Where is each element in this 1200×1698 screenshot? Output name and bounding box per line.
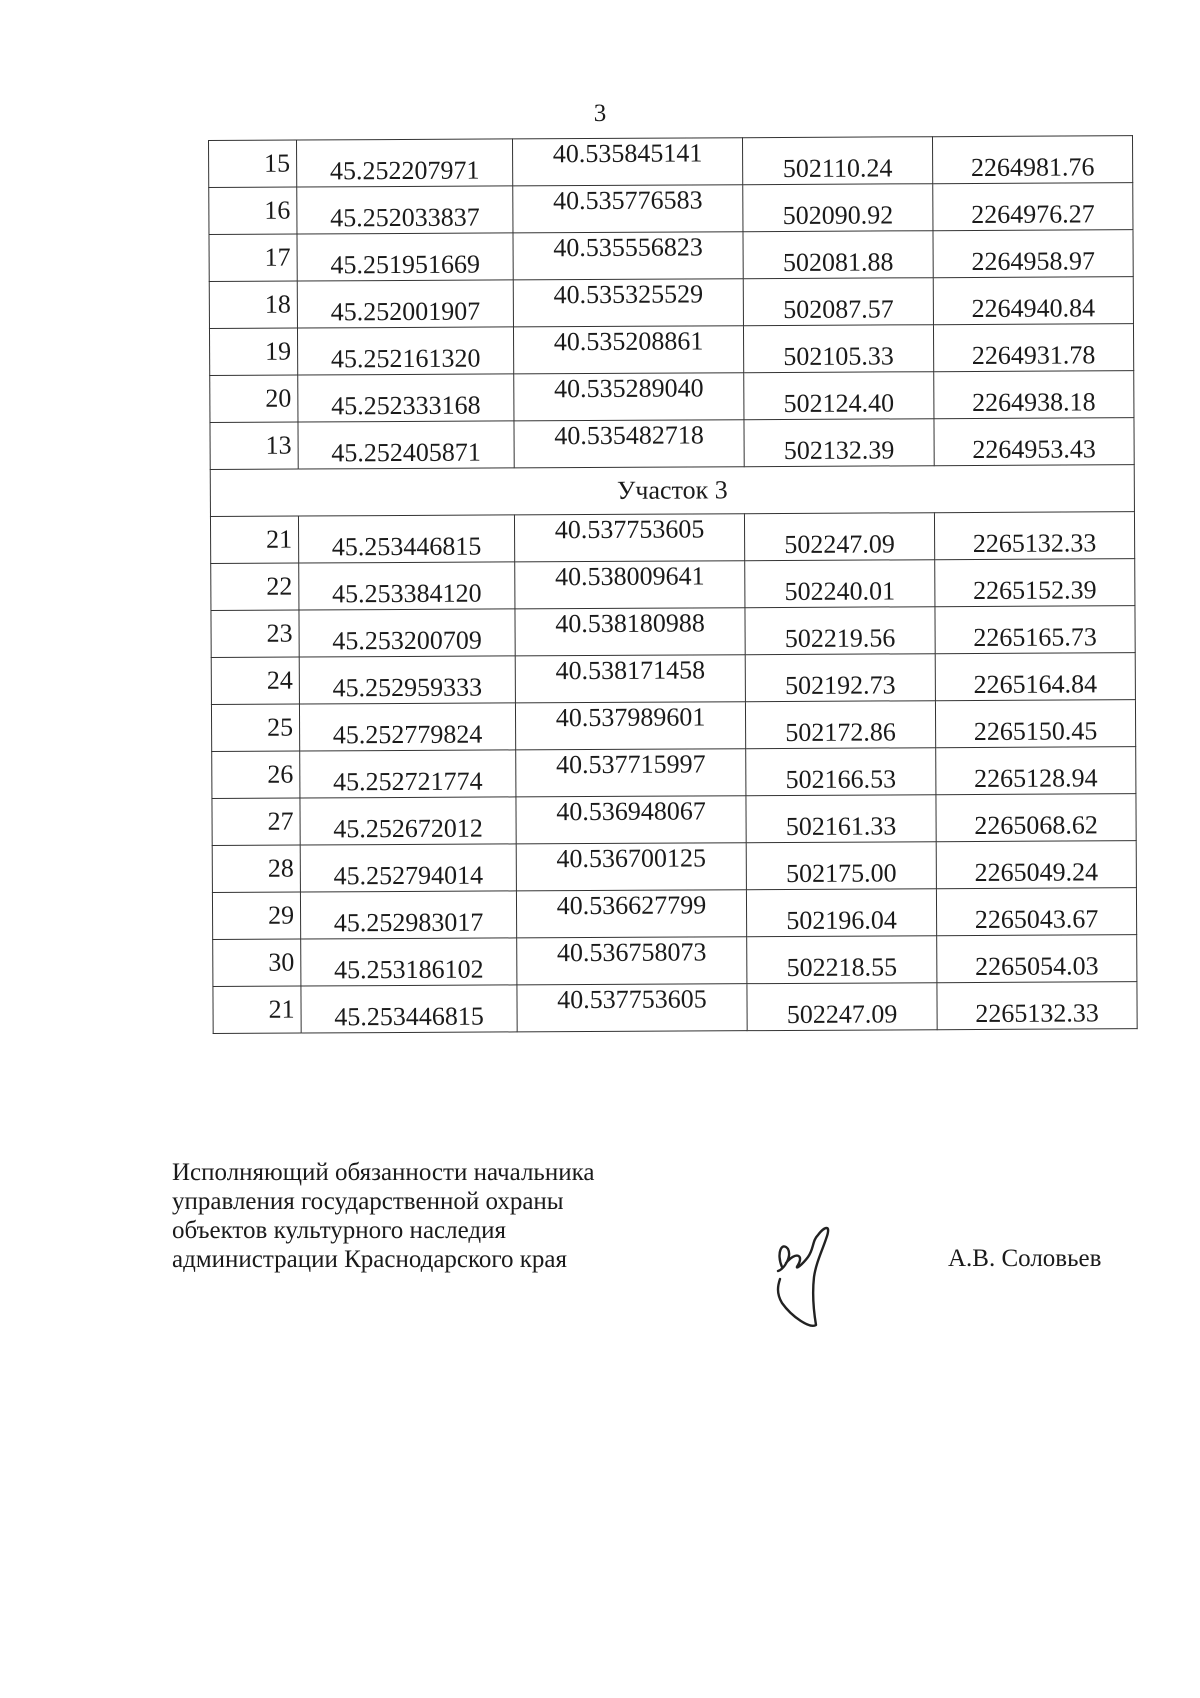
y-coordinate-cell: 2264981.76	[932, 136, 1132, 184]
point-number-cell: 20	[210, 375, 298, 422]
table-row	[210, 371, 1134, 423]
point-number-cell: 23	[211, 610, 299, 657]
y-coordinate-cell: 2265164.84	[935, 653, 1135, 701]
y-coordinate-cell: 2264938.18	[934, 371, 1134, 419]
longitude-cell: 40.536948067	[516, 796, 746, 844]
table-row	[211, 700, 1135, 752]
x-coordinate-cell: 502175.00	[746, 842, 936, 890]
table-row	[209, 230, 1133, 282]
latitude-cell: 45.252405871	[298, 421, 514, 469]
x-coordinate-cell: 502196.04	[746, 889, 936, 937]
table-row	[210, 512, 1134, 564]
latitude-cell: 45.253384120	[299, 562, 515, 610]
y-coordinate-cell: 2265128.94	[936, 747, 1136, 795]
latitude-cell: 45.251951669	[297, 233, 513, 281]
point-number-cell: 13	[210, 422, 298, 469]
longitude-cell: 40.537753605	[517, 984, 747, 1032]
y-coordinate-cell: 2265165.73	[935, 606, 1135, 654]
table-row	[210, 418, 1134, 470]
x-coordinate-cell: 502090.92	[743, 184, 933, 232]
longitude-cell: 40.536627799	[516, 890, 746, 938]
table-row	[213, 935, 1137, 987]
table-row	[209, 277, 1133, 329]
point-number-cell: 18	[209, 281, 297, 328]
latitude-cell: 45.252721774	[300, 750, 516, 798]
latitude-cell: 45.253186102	[301, 938, 517, 986]
longitude-cell: 40.537753605	[514, 514, 744, 562]
latitude-cell: 45.252794014	[300, 844, 516, 892]
signer-position	[172, 1158, 594, 1274]
longitude-cell: 40.535845141	[512, 138, 742, 186]
point-number-cell: 21	[213, 986, 301, 1033]
y-coordinate-cell: 2265132.33	[937, 982, 1137, 1030]
table-row	[211, 606, 1135, 658]
point-number-cell: 26	[212, 751, 300, 798]
point-number-cell: 28	[212, 845, 300, 892]
x-coordinate-cell: 502218.55	[747, 936, 937, 984]
y-coordinate-cell: 2264931.78	[933, 324, 1133, 372]
latitude-cell: 45.252959333	[299, 656, 515, 704]
page-number: 3	[593, 100, 607, 127]
y-coordinate-cell: 2265049.24	[936, 841, 1136, 889]
table-row	[209, 324, 1133, 376]
table-row	[212, 747, 1136, 799]
longitude-cell: 40.535776583	[513, 185, 743, 233]
signer-position-line: администрации Краснодарского края	[172, 1246, 568, 1273]
x-coordinate-cell: 502240.01	[745, 560, 935, 608]
latitude-cell: 45.252333168	[298, 374, 514, 422]
latitude-cell: 45.253200709	[299, 609, 515, 657]
point-number-cell: 16	[209, 187, 297, 234]
longitude-cell: 40.535289040	[514, 373, 744, 421]
longitude-cell: 40.535482718	[514, 420, 744, 468]
longitude-cell: 40.536700125	[516, 843, 746, 891]
y-coordinate-cell: 2265132.33	[934, 512, 1134, 560]
x-coordinate-cell: 502161.33	[746, 795, 936, 843]
longitude-cell: 40.535556823	[513, 232, 743, 280]
x-coordinate-cell: 502132.39	[744, 419, 934, 467]
signer-position-line: объектов культурного наследия	[172, 1217, 506, 1244]
y-coordinate-cell: 2264976.27	[933, 183, 1133, 231]
latitude-cell: 45.253446815	[298, 515, 514, 563]
x-coordinate-cell: 502110.24	[742, 137, 932, 185]
table-row	[211, 559, 1135, 611]
section-label: Участок 3	[210, 465, 1134, 517]
point-number-cell: 29	[212, 892, 300, 939]
latitude-cell: 45.252001907	[297, 280, 513, 328]
y-coordinate-cell: 2265043.67	[936, 888, 1136, 936]
longitude-cell: 40.538180988	[515, 608, 745, 656]
table-row	[212, 841, 1136, 893]
table-row	[211, 653, 1135, 705]
longitude-cell: 40.535325529	[513, 279, 743, 327]
latitude-cell: 45.252983017	[300, 891, 516, 939]
latitude-cell: 45.252779824	[299, 703, 515, 751]
table-row	[213, 982, 1137, 1034]
point-number-cell: 15	[209, 140, 297, 187]
x-coordinate-cell: 502087.57	[743, 278, 933, 326]
point-number-cell: 24	[211, 657, 299, 704]
latitude-cell: 45.253446815	[301, 985, 517, 1033]
y-coordinate-cell: 2265152.39	[935, 559, 1135, 607]
point-number-cell: 22	[211, 563, 299, 610]
table-body-part-a	[209, 136, 1135, 470]
point-number-cell: 21	[210, 516, 298, 563]
signer-position-line: управления государственной охраны	[172, 1188, 564, 1215]
longitude-cell: 40.535208861	[513, 326, 743, 374]
y-coordinate-cell: 2264940.84	[933, 277, 1133, 325]
table-row	[212, 888, 1136, 940]
latitude-cell: 45.252672012	[300, 797, 516, 845]
y-coordinate-cell: 2265150.45	[935, 700, 1135, 748]
signer-name: А.В. Соловьев	[948, 1245, 1102, 1272]
point-number-cell: 25	[211, 704, 299, 751]
longitude-cell: 40.538009641	[515, 561, 745, 609]
point-number-cell: 27	[212, 798, 300, 845]
longitude-cell: 40.537715997	[516, 749, 746, 797]
coordinates-table	[208, 135, 1138, 1034]
latitude-cell: 45.252207971	[297, 139, 513, 187]
table-row	[209, 136, 1133, 188]
x-coordinate-cell: 502124.40	[744, 372, 934, 420]
signer-position-line: Исполняющий обязанности начальника	[172, 1159, 595, 1186]
point-number-cell: 30	[213, 939, 301, 986]
latitude-cell: 45.252161320	[297, 327, 513, 375]
x-coordinate-cell: 502105.33	[743, 325, 933, 373]
latitude-cell: 45.252033837	[297, 186, 513, 234]
longitude-cell: 40.537989601	[515, 702, 745, 750]
x-coordinate-cell: 502219.56	[745, 607, 935, 655]
y-coordinate-cell: 2264953.43	[934, 418, 1134, 466]
x-coordinate-cell: 502192.73	[745, 654, 935, 702]
x-coordinate-cell: 502166.53	[746, 748, 936, 796]
table-body-part-b	[210, 512, 1137, 1034]
table-row	[212, 794, 1136, 846]
point-number-cell: 17	[209, 234, 297, 281]
x-coordinate-cell: 502172.86	[745, 701, 935, 749]
x-coordinate-cell: 502247.09	[744, 513, 934, 561]
x-coordinate-cell: 502081.88	[743, 231, 933, 279]
x-coordinate-cell: 502247.09	[747, 983, 937, 1031]
y-coordinate-cell: 2265068.62	[936, 794, 1136, 842]
point-number-cell: 19	[209, 328, 297, 375]
table-section-header	[210, 465, 1134, 517]
table-row	[209, 183, 1133, 235]
section-row	[210, 465, 1134, 517]
longitude-cell: 40.536758073	[517, 937, 747, 985]
handwritten-signature	[752, 1205, 842, 1335]
y-coordinate-cell: 2265054.03	[937, 935, 1137, 983]
y-coordinate-cell: 2264958.97	[933, 230, 1133, 278]
longitude-cell: 40.538171458	[515, 655, 745, 703]
